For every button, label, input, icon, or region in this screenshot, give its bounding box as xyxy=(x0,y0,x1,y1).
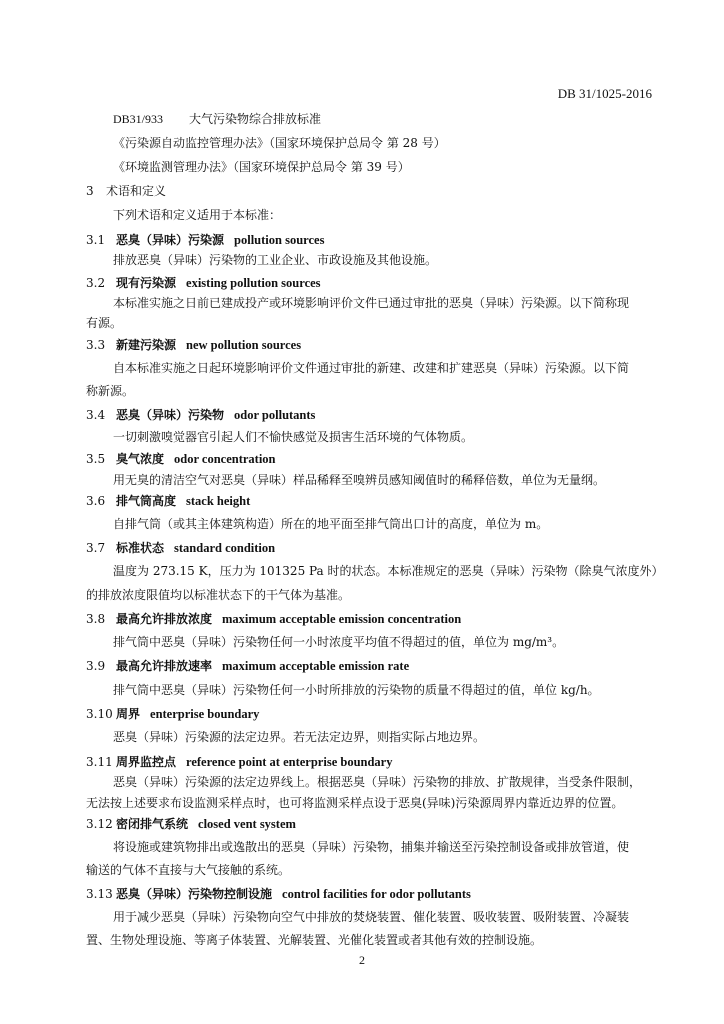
term-heading xyxy=(86,754,660,770)
section-number: 3 xyxy=(86,184,94,198)
term-english: maximum acceptable emission rate xyxy=(222,659,410,673)
term-heading xyxy=(86,232,660,248)
term-english: enterprise boundary xyxy=(150,707,260,721)
term-number: 3.10 xyxy=(86,707,113,721)
term-english: standard condition xyxy=(174,541,276,555)
term-definition: 温度为 273.15 K，压力为 101325 Pa 时的状态。本标准规定的恶臭（异味）污染物（除臭气浓度外） xyxy=(113,564,664,578)
section-title: 术语和定义 xyxy=(106,184,167,198)
term-definition: 排放恶臭（异味）污染物的工业企业、市政设施及其他设施。 xyxy=(113,253,438,267)
term-definition: 排气筒中恶臭（异味）污染物任何一小时浓度平均值不得超过的值，单位为 mg/m³。 xyxy=(113,635,565,649)
term-definition: 用无臭的清洁空气对恶臭（异味）样品稀释至嗅辨员感知阈值时的稀释倍数，单位为无量纲。 xyxy=(113,473,606,487)
term-chinese: 周界监控点 xyxy=(116,755,177,769)
term-heading xyxy=(86,275,660,291)
term-definition: 用于减少恶臭（异味）污染物向空气中排放的焚烧装置、催化装置、吸收装置、吸附装置、冷凝装 xyxy=(113,910,630,924)
term-chinese: 标准状态 xyxy=(116,541,165,555)
term-chinese: 新建污染源 xyxy=(116,338,177,352)
term-number: 3.11 xyxy=(86,755,113,769)
term-chinese: 恶臭（异味）污染源 xyxy=(116,233,225,247)
term-definition-continued: 无法按上述要求布设监测采样点时，也可将监测采样点设于恶臭(异味)污染源周界内靠近边界的位置。 xyxy=(86,796,624,810)
term-definition: 恶臭（异味）污染源的法定边界线上。根据恶臭（异味）污染物的排放、扩散规律，当受条件限制， xyxy=(113,775,642,789)
reference-item xyxy=(113,159,660,175)
reference-item xyxy=(113,135,660,151)
term-heading xyxy=(86,407,660,423)
term-number: 3.3 xyxy=(86,338,106,352)
term-heading xyxy=(86,816,660,832)
reference-title: 《污染源自动监控管理办法》（国家环境保护总局令 第 28 号） xyxy=(113,136,446,150)
term-chinese: 周界 xyxy=(116,707,141,721)
term-english: odor pollutants xyxy=(234,408,316,422)
term-number: 3.1 xyxy=(86,233,106,247)
term-definition-continued: 的排放浓度限值均以标准状态下的干气体为基准。 xyxy=(86,588,351,602)
term-number: 3.5 xyxy=(86,452,106,466)
term-heading xyxy=(86,540,660,556)
reference-title: 《环境监测管理办法》（国家环境保护总局令 第 39 号） xyxy=(113,160,410,174)
term-number: 3.12 xyxy=(86,817,113,831)
term-chinese: 排气筒高度 xyxy=(116,494,177,508)
term-heading xyxy=(86,706,660,722)
term-number: 3.4 xyxy=(86,408,106,422)
term-number: 3.2 xyxy=(86,276,106,290)
section-intro: 下列术语和定义适用于本标准： xyxy=(113,208,282,222)
term-definition: 恶臭（异味）污染源的法定边界。若无法定边界，则指实际占地边界。 xyxy=(113,730,486,744)
term-number: 3.13 xyxy=(86,887,113,901)
term-number: 3.9 xyxy=(86,659,106,673)
term-definition-continued: 有源。 xyxy=(86,316,123,330)
term-number: 3.8 xyxy=(86,612,106,626)
term-heading xyxy=(86,886,660,902)
term-chinese: 现有污染源 xyxy=(116,276,177,290)
term-chinese: 恶臭（异味）污染物控制设施 xyxy=(116,887,273,901)
term-english: existing pollution sources xyxy=(186,276,321,290)
term-heading xyxy=(86,611,660,627)
term-chinese: 最高允许排放浓度 xyxy=(116,612,213,626)
term-chinese: 密闭排气系统 xyxy=(116,817,189,831)
term-definition: 一切刺激嗅觉器官引起人们不愉快感觉及损害生活环境的气体物质。 xyxy=(113,430,474,444)
term-english: closed vent system xyxy=(198,817,296,831)
standard-code: DB 31/1025-2016 xyxy=(557,86,652,101)
term-english: maximum acceptable emission concentration xyxy=(222,612,462,626)
term-definition: 本标准实施之日前已建成投产或环境影响评价文件已通过审批的恶臭（异味）污染源。以下简称现 xyxy=(113,296,630,310)
reference-code: DB31/933 xyxy=(113,112,164,126)
term-definition: 自排气筒（或其主体建筑构造）所在的地平面至排气筒出口计的高度，单位为 m。 xyxy=(113,517,549,531)
term-english: control facilities for odor pollutants xyxy=(282,887,471,901)
reference-title: 大气污染物综合排放标准 xyxy=(189,112,322,126)
term-heading xyxy=(86,493,660,509)
term-definition-continued: 置、生物处理设施、等离子体装置、光解装置、光催化装置或者其他有效的控制设施。 xyxy=(86,933,543,947)
reference-item xyxy=(113,111,660,127)
term-heading xyxy=(86,658,660,674)
term-definition-continued: 输送的气体不直接与大气接触的系统。 xyxy=(86,863,291,877)
section-heading xyxy=(86,183,660,199)
term-definition-continued: 称新源。 xyxy=(86,384,135,398)
term-number: 3.7 xyxy=(86,541,106,555)
term-chinese: 恶臭（异味）污染物 xyxy=(116,408,225,422)
term-chinese: 臭气浓度 xyxy=(116,452,165,466)
term-english: reference point at enterprise boundary xyxy=(186,755,393,769)
term-chinese: 最高允许排放速率 xyxy=(116,659,213,673)
term-definition: 将设施或建筑物排出或逸散出的恶臭（异味）污染物，捕集并输送至污染控制设备或排放管道，使 xyxy=(113,840,630,854)
term-english: stack height xyxy=(186,494,251,508)
term-heading xyxy=(86,451,660,467)
term-english: new pollution sources xyxy=(186,338,302,352)
term-heading xyxy=(86,337,660,353)
term-english: pollution sources xyxy=(234,233,325,247)
term-number: 3.6 xyxy=(86,494,106,508)
term-definition: 自本标准实施之日起环境影响评价文件通过审批的新建、改建和扩建恶臭（异味）污染源。以下简 xyxy=(113,361,630,375)
page-number: 2 xyxy=(359,953,365,967)
term-english: odor concentration xyxy=(174,452,276,466)
term-definition: 排气筒中恶臭（异味）污染物任何一小时所排放的污染物的质量不得超过的值，单位 kg/h。 xyxy=(113,683,600,697)
